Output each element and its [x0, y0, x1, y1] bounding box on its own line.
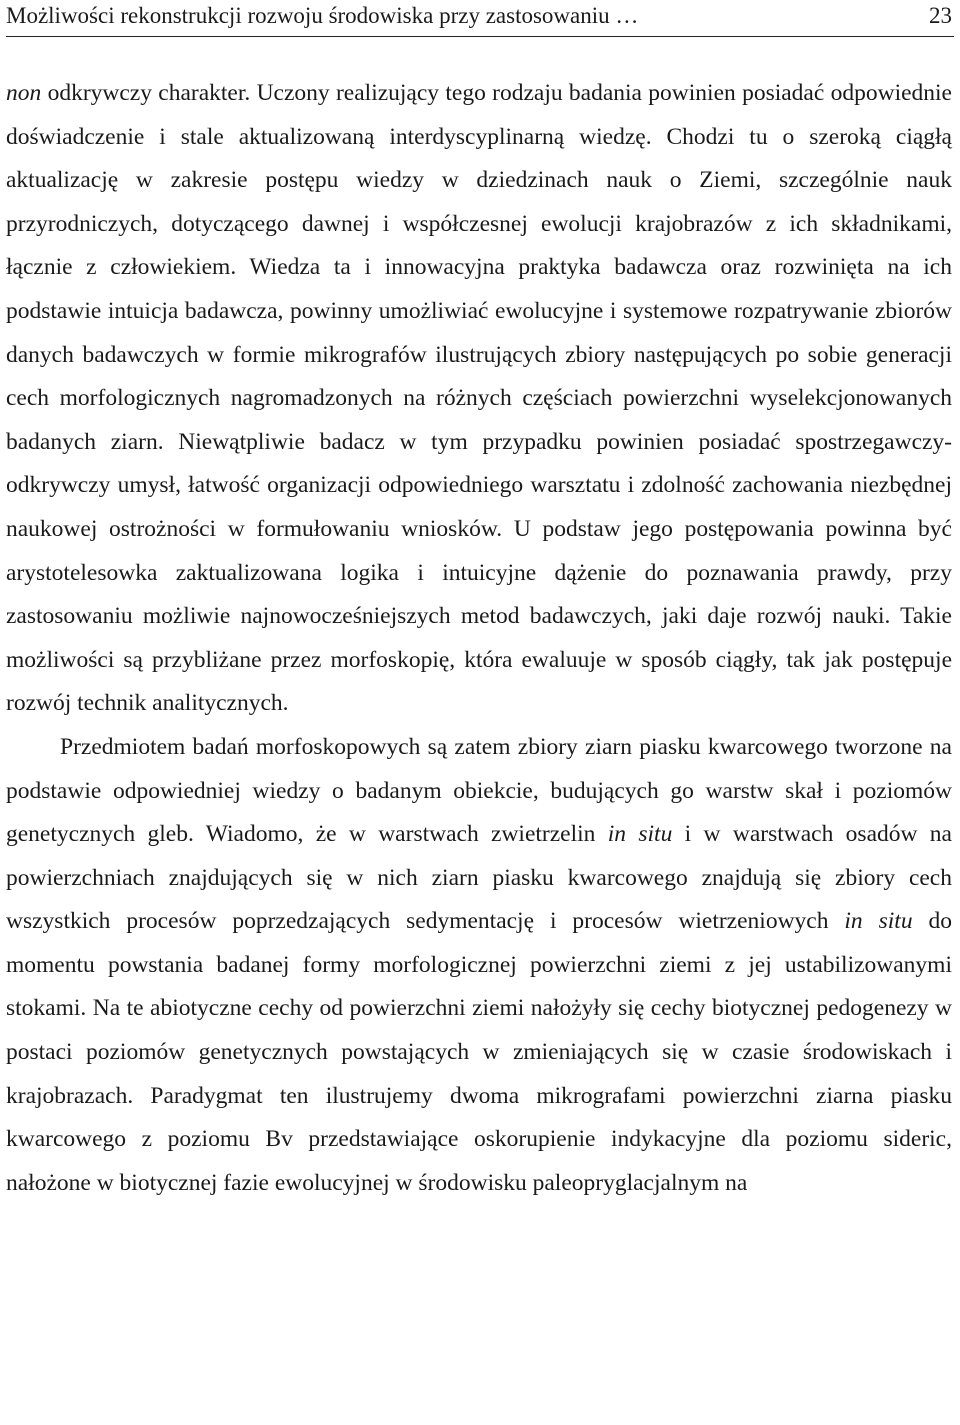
paragraph-2-text-b: i w warstwach osadów na powierzchniach znajdujących się w nich ziarn piasku kwarcowego znajdują się zbiory cech wszystkich procesów poprzedzających sedymentację i procesów wietrzeniowych: [6, 821, 952, 935]
header-title: Możliwości rekonstrukcji rozwoju środowiska przy zastosowaniu …: [6, 3, 639, 28]
paragraph-1-text: odkrywczy charakter. Uczony realizujący tego rodzaju badania powinien posiadać odpowiednie doświadczenie i stale aktualizowaną interdyscyplinarną wiedzę. Chodzi tu o szeroką ciągłą aktualizację w zakresie postępu wiedzy w dziedzinach nauk o Ziemi, szczególnie nauk przyrodniczych, dotyczącego dawnej i współczesnej ewolucji krajobrazów z ich składnikami, łącznie z człowiekiem. Wiedza ta i innowacyjna praktyka badawcza oraz rozwinięta na ich podstawie intuicja badawcza, powinny umożliwiać ewolucyjne i systemowe rozpatrywanie zbiorów danych badawczych w formie mikrografów ilustrujących zbiory następujących po sobie generacji cech morfologicznych nagromadzonych na różnych częściach powierzchni wyselekcjonowanych badanych ziarn. Niewątpliwie badacz w tym przypadku powinien posiadać spostrzegawczy-odkrywczy umysł, łatwość organizacji odpowiedniego warsztatu i zdolność zachowania niezbędnej naukowej ostrożności w formułowaniu wniosków. U podstaw jego postępowania powinna być arystotelesowka zaktualizowana logika i intuicyjne dążenie do poznawania prawdy, przy zastosowaniu możliwie najnowocześniejszych metod badawczych, jaki daje rozwój nauki. Takie możliwości są przybliżane przez morfoskopię, która ewaluuje w sposób ciągły, tak jak postępuje rozwój technik analitycznych.: [6, 80, 952, 717]
running-header: [6, 0, 954, 37]
body-text: [6, 72, 952, 1205]
page-number: 23: [929, 3, 952, 28]
paragraph-2: [6, 726, 952, 1206]
paragraph-1: [6, 72, 952, 726]
italic-term: in situ: [844, 908, 913, 935]
paragraph-2-text-a: Przedmiotem badań morfoskopowych są zatem zbiory ziarn piasku kwarcowego tworzone na podstawie odpowiedniej wiedzy o badanym obiekcie, budujących go warstw skał i poziomów genetycznych gleb. Wiadomo, że w warstwach zwietrzelin: [6, 733, 952, 848]
italic-term: non: [6, 80, 42, 106]
paragraph-2-text-c: do momentu powstania badanej formy morfologicznej powierzchni ziemi z jej ustabilizowanymi stokami. Na te abiotyczne cechy od powierzchni ziemi nałożyły się cechy biotycznej pedogenezy w postaci poziomów genetycznych powstających w zmieniających się w czasie środowiskach i krajobrazach. Paradygmat ten ilustrujemy dwoma mikrografami powierzchni ziarna piasku kwarcowego z poziomu Bv przedstawiające oskorupienie indykacyjne dla poziomu sideric, nałożone w biotycznej fazie ewolucyjnej w środowisku paleopryglacjalnym na: [6, 908, 953, 1196]
italic-term: in situ: [607, 821, 673, 848]
